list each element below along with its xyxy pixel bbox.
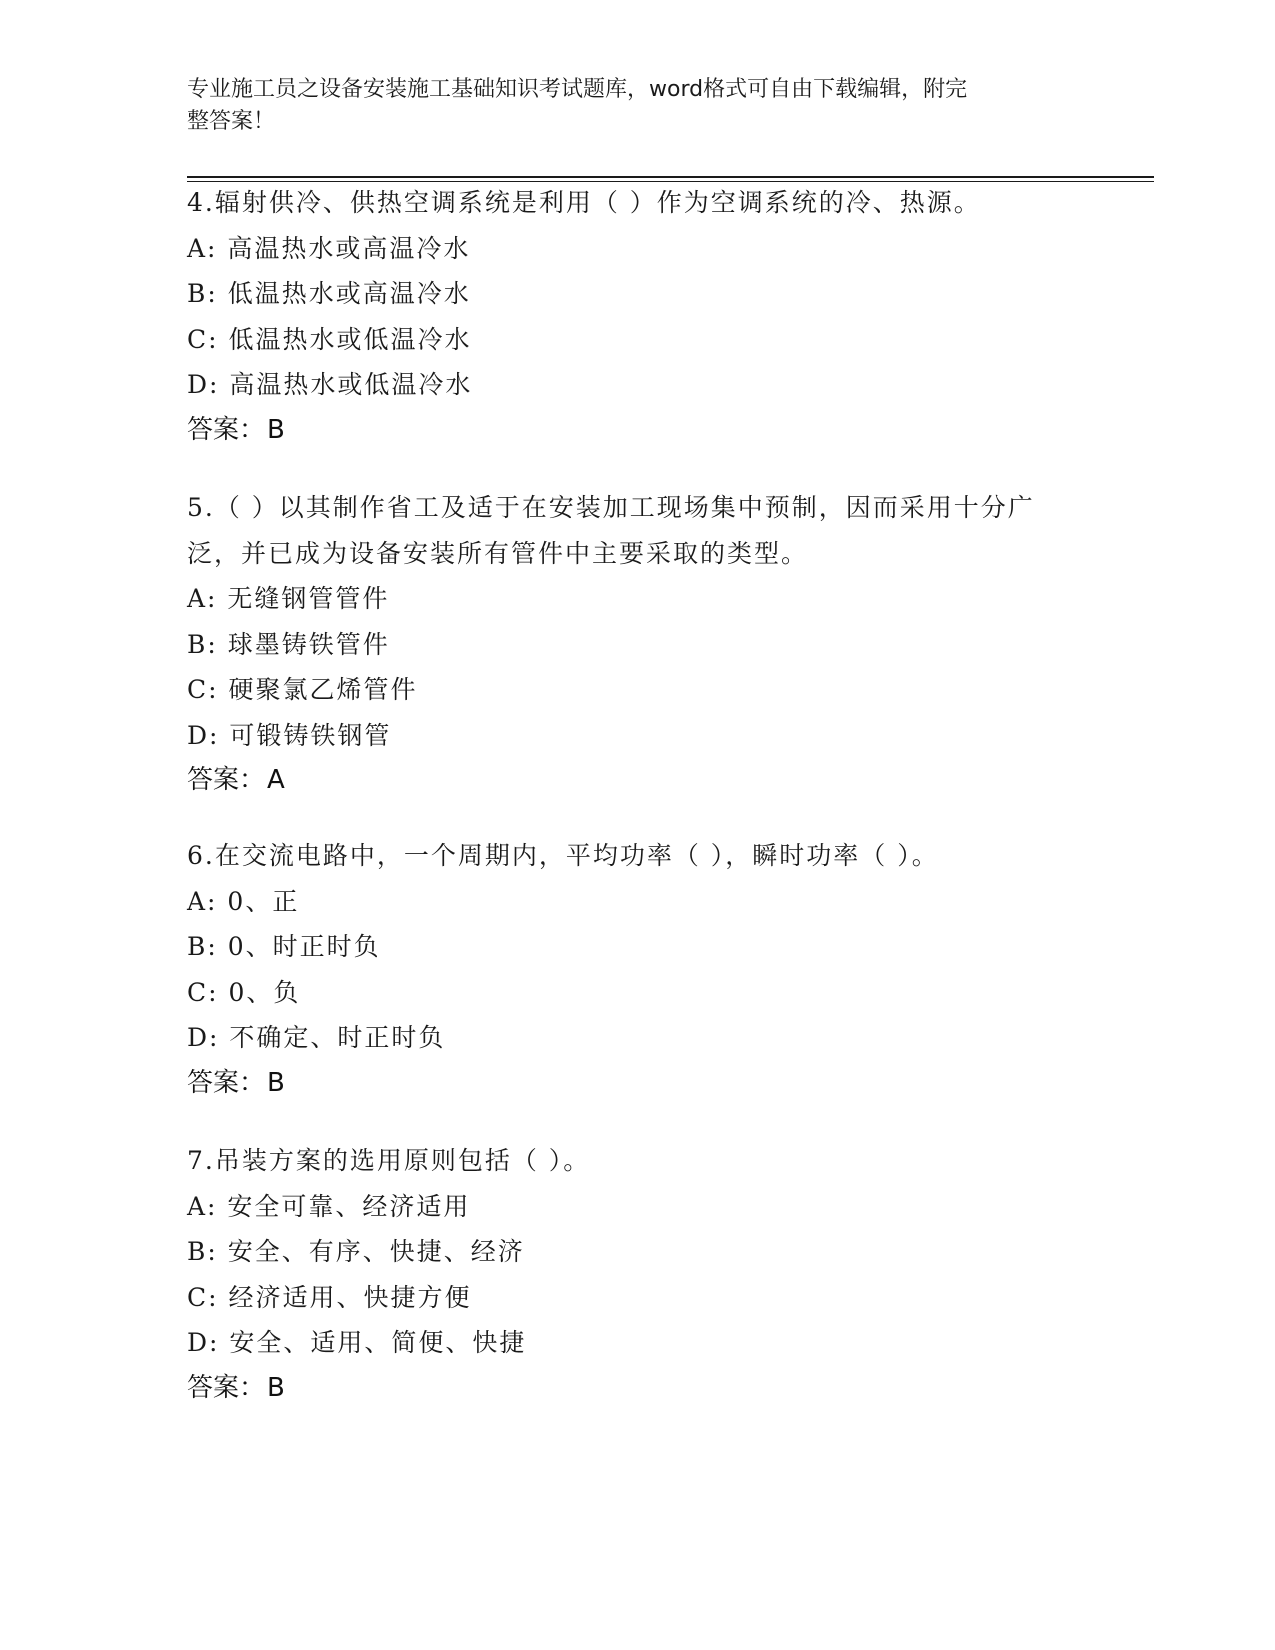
- option-a: A: 高温热水或高温冷水: [187, 233, 471, 263]
- question-block-7: [187, 1138, 1087, 1411]
- question-block-6: [187, 833, 1087, 1106]
- answer-value: A: [267, 765, 285, 795]
- option-a: A: 安全可靠、经济适用: [187, 1191, 471, 1221]
- option-c: C: 低温热水或低温冷水: [187, 324, 472, 354]
- answer-label: 答案：: [187, 1067, 266, 1098]
- answer-line: [187, 1366, 1087, 1412]
- answer-label: 答案：: [187, 414, 266, 445]
- option-d: D: 高温热水或低温冷水: [187, 370, 473, 399]
- header-line-1: 专业施工员之设备安装施工基础知识考试题库，word格式可自由下载编辑，附完: [187, 77, 968, 102]
- question-block-5: [187, 485, 1087, 804]
- answer-label: 答案：: [187, 1372, 266, 1403]
- option-a: A: 0、正: [187, 886, 300, 916]
- question-stem: 5.（ ）以其制作省工及适于在安装加工现场集中预制，因而采用十分广泛，并已成为设备安装所有管件中主要采取的类型。: [187, 493, 1035, 568]
- option-d: D: 可锻铸铁钢管: [187, 720, 392, 750]
- question-block-4: [187, 180, 1087, 453]
- header-line-2: 整答案！: [187, 109, 276, 134]
- option-d: D: 不确定、时正时负: [187, 1023, 446, 1052]
- option-c: C: 经济适用、快捷方便: [187, 1282, 472, 1312]
- question-stem: 4.辐射供冷、供热空调系统是利用（ ）作为空调系统的冷、热源。: [187, 188, 981, 217]
- option-b: B: 安全、有序、快捷、经济: [187, 1237, 525, 1266]
- answer-line: [187, 1061, 1087, 1107]
- answer-value: B: [267, 1372, 285, 1403]
- option-b: B: 球墨铸铁管件: [187, 629, 390, 659]
- answer-line: [187, 758, 1087, 804]
- question-stem: 7.吊装方案的选用原则包括（ ）。: [187, 1146, 591, 1175]
- option-a: A: 无缝钢管管件: [187, 584, 390, 613]
- option-b: B: 低温热水或高温冷水: [187, 279, 471, 308]
- answer-line: [187, 408, 1087, 454]
- header-divider-thick: [187, 176, 1154, 178]
- answer-value: B: [267, 1067, 285, 1098]
- option-b: B: 0、时正时负: [187, 932, 381, 961]
- document-header: [187, 74, 1067, 138]
- option-d: D: 安全、适用、简便、快捷: [187, 1328, 527, 1357]
- question-stem: 6.在交流电路中，一个周期内，平均功率（ ），瞬时功率（ ）。: [187, 841, 939, 870]
- option-c: C: 硬聚氯乙烯管件: [187, 675, 418, 704]
- answer-label: 答案：: [187, 765, 266, 795]
- answer-value: B: [267, 414, 285, 445]
- option-c: C: 0、负: [187, 977, 301, 1007]
